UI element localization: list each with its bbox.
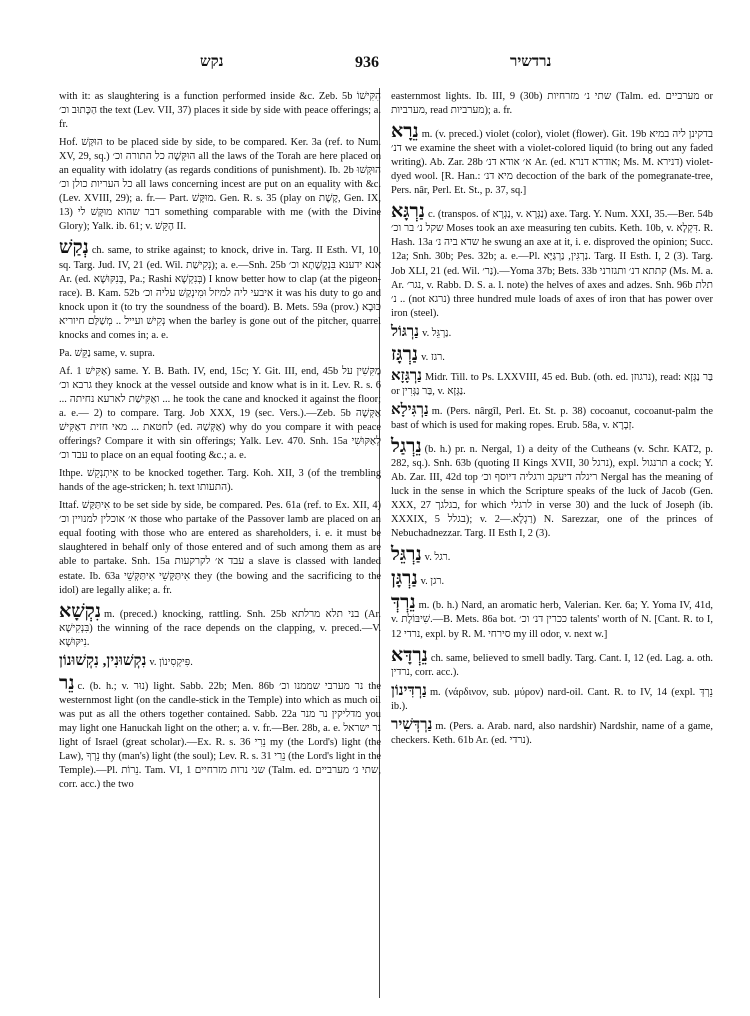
entry-body: c. (transpos. of נַגְרָא, v. נַגְּרָא) axe. Targ. Y. Num. XXI, 35.—Ber. 54b שקל נ׳ בר וכ׳ Moses took an axe measuring ten cubits. Keth. 10b, v. דִּקְלָא. R. Hash. 13a שדא ביה נ׳ he swung an axe at it, i. e. disproved the opinion; Succ. 12a; Snh. 30b; Pes. 32b; a. e.—Pl. נַרְגִּין, נַרְגַּיָּא. Targ. II Esth. I, 2 (3). Targ. Job XLI, 21 (ed. Wil. נַר׳).—Yoma 37b; Bets. 33b קתתא דנ׳ ותגזרני (Ms. M. a. Ar. נגר׳, v. Rabb. D. S. a. l. note) the helves of axes and adzes. Snh. 96b תלת .. נ׳ (not נרגא) three hundred mule loads of axes of iron that has power over iron (steel).	[391, 209, 714, 319]
dictionary-entry	[391, 437, 713, 541]
dictionary-entry	[59, 136, 381, 234]
entry-body: c. (b. h.; v. נוּר) light. Sabb. 22b; Men. 86b נר מערבי שממנו וכ׳ the westernmost light (on the candle-stick in the Temple) into which as much oil was put as all the others together contained. Sabb. 22a מדליקין נר מנר you may light one Hanuckah light on the other; a. v. fr.—Ber. 28b, a. e. נר ישראל light of Israel (great scholar).—Ex. R. s. 36 נֵרִי my (the Lord's) light (the Law), נֵרְךָ thy (man's) light (the soul); Lev. R. s. 31 נֵרִי (the Lord's light in the Temple).—Pl. נֵרוֹת. Tam. VI, 1 שני נרות מזרחיים (Talm. ed. שתי נ׳ מערביים, corr. acc.) the two	[59, 680, 381, 791]
page-number: 936	[355, 54, 379, 71]
dictionary-entry	[391, 369, 713, 399]
entry-body: m. (νάρδινον, sub. μύρον) nard-oil. Cant. R. to IV, 14 (expl. נֵרְדְּ ib.).	[391, 686, 713, 712]
entry-headword: נִקְשָׁא	[59, 600, 101, 622]
entry-headword: נִקְשׁוּנִין, נִקְשׁוּנוֹן	[59, 652, 147, 669]
entry-body: ch. same, believed to smell badly. Targ. Cant. I, 12 (ed. Lag. a. oth. נרדין, corr. acc.).	[391, 652, 713, 678]
entry-headword: נַרְגִּילָא	[391, 401, 429, 418]
dictionary-entry	[391, 593, 713, 641]
entry-headword: נַרְגָּא	[391, 201, 425, 223]
entry-body: with it: as slaughtering is a function performed inside &c. Zeb. 5b הִקִּישׁוֹ הַכָּתוּב וכ׳ the text (Lev. VII, 37) places it side by side with peace offerings; a. fr.	[59, 91, 382, 131]
entry-headword: נַרְגּוֹל	[391, 323, 420, 340]
entry-headword: נֵר	[59, 672, 75, 694]
header-right-catchword: נרדשיר	[510, 54, 552, 70]
dictionary-entry	[59, 654, 381, 670]
entry-headword: נֵרְגַל	[391, 435, 422, 457]
entry-headword: נַרְגָּז	[391, 343, 419, 365]
entry-headword: נַרְדִּינוֹן	[391, 682, 427, 699]
dictionary-entry	[59, 674, 381, 792]
dictionary-entry	[59, 467, 381, 495]
dictionary-entry	[59, 347, 381, 361]
entry-headword: נַרְגָּן	[391, 568, 418, 590]
dictionary-entry	[391, 569, 713, 589]
dictionary-entry	[59, 90, 381, 132]
right-column	[391, 90, 713, 752]
entry-headword: נַרְדְּשִׁיר	[391, 716, 433, 733]
dictionary-entry	[391, 90, 713, 118]
dictionary-entry	[59, 365, 381, 463]
entry-body: m. (v. preced.) violet (color), violet (flower). Git. 19b בדקינן ליה במיא דנ׳ we examine the sheet with a violet-colored liquid (to bring out any faded writing). Ab. Zar. 28b א׳ אודא דנ׳ Ar. (ed. אודרא דנרא; Ms. M. דנירא) violet-dyed wool. [R. Han.: מיא דנ׳ decoction of the bark of the pomegranate-tree, Pers. nâr, Perl. Et. St., p. 37, sq.]	[391, 129, 714, 197]
entry-body: m. (Pers. a. Arab. nard, also nardshir) Nardshir, name of a game, checkers. Keth. 61b Ar. (ed. נרדי).	[391, 720, 713, 746]
dictionary-entry	[59, 499, 381, 597]
entry-headword: נַרְגֵּל	[391, 544, 422, 566]
entry-headword: נֵרְדָּא	[391, 644, 428, 666]
dictionary-entry	[391, 684, 713, 714]
header-left-catchword: נקש	[200, 54, 224, 70]
entry-body: v. פִּיקְסִינוֹן.	[149, 656, 193, 668]
entry-body: (b. h.) pr. n. Nergal, 1) a deity of the Cutheans (v. Schr. KAT2, p. 282, sq.). Snh. 63b (quoting II Kings XVII, 30 נרגל), expl. תרנגול a cock; Y. Ab. Zar. III, 42d top ריגלה דיעקב ורגליה דיוסף וכ׳ Nergal has the meaning of luck in the sense in which the Scripture speaks of the luck of Jacob (Gen. XXX, 27 בגלגך, for which לרגלי in verse 30) and the luck of Joseph (ib. XXXIX, 5 בגלל); v. רַגְלָא.—2) N. Sarezzar, one of the princes of Nebuchadnezzar. Targ. II Esth I, 2 (3).	[391, 443, 714, 540]
dictionary-entry	[391, 325, 713, 341]
dictionary-entry	[391, 202, 713, 320]
dictionary-entry	[391, 345, 713, 365]
entry-body: easternmost lights. Ib. III, 9 (30b) שתי נ׳ מזרחיות (Talm. ed. מערביים or מערביות, read מערביות); a. fr.	[391, 91, 713, 117]
entry-headword: נֵרְדְּ	[391, 592, 416, 614]
dictionary-entry	[391, 718, 713, 748]
entry-body: m. (Pers. nârgîl, Perl. Et. St. p. 38) cocoanut, cocoanut-palm the bast of which is used for making ropes. Erub. 58a, v. זְבָרָא.	[391, 405, 713, 431]
dictionary-entry	[391, 646, 713, 680]
dictionary-entry	[391, 122, 713, 198]
dictionary-entry	[59, 602, 381, 650]
entry-headword: נַרְגָּזָא	[391, 367, 423, 384]
entry-body: m. (preced.) knocking, rattling. Snh. 25b בני תלא מרלתא (Ar. בִּנְקִישָׁא) the winning of the race depends on the clapping, v. preced.—V. נִיקּוּשָׁא.	[59, 608, 382, 648]
entry-body: Ittaf. אִיתַּקַּשׁ to be set side by side, be compared. Pes. 61a (ref. to Ex. XII, 4) א׳ אוכלין למנויין וכ׳ those who partake of the Passover lamb are placed on an equal footing with those who are entered as shareholders, i. e. it must be slaughtered in behalf only of those entered and of such among them as are able to partake. Snh. 15a עבד א׳ לקרקעות a slave is classed with landed estate. Ib. 63a אִיתַּקְּשֵׁי אִיתַּקְּשֵׁי they (the bowing and the sacrificing to the idol) are legally alike; a. fr.	[59, 500, 381, 596]
dictionary-entry	[391, 545, 713, 565]
left-column	[59, 90, 381, 796]
entry-body: Af. אַקִּישׁ 1) same. Y. B. Bath. IV, end, 15c; Y. Git. III, end, 45b מַקִּשִׁין על גרבא וכ׳ they knock at the vessel outside and know what is in it. Lev. R. s. 6 ... ואַקִּישַׁת לארעא נחיתה ... he took the cane and knocked it against the floor; a. e.— 2) to compare. Targ. Job XXX, 19 (sec. Vers.).—Zeb. 5b אַקְּשָׁה לחטאת ... מאי חזית דאַקִּישׁ (ed. אַקְּשַׁהּ) why do you compare it with peace offerings? Compare it with sin offerings; Yalk. Lev. 470. Snh. 15a לְאַקּוּשִׁי עבד וכ׳ to place on an equal footing &c.; a. e.	[59, 365, 382, 462]
entry-body: v. נַרְגֵּל.	[422, 327, 452, 339]
entry-body: m. (b. h.) Nard, an aromatic herb, Valerian. Ker. 6a; Y. Yoma IV, 41d, v. שִׁיבּוֹלֶת.—B. Mets. 86a bot. ככרין דנ׳ וכ׳ talents' worth of N. [Cant. R. to I, 12 נרדי, expl. by R. M. סירחי my ill odor, v. next w.]	[391, 600, 713, 640]
entry-body: Pa. נַקֵּשׁ same, v. supra.	[59, 347, 155, 359]
dictionary-entry	[59, 238, 381, 342]
dictionary-entry	[391, 403, 713, 433]
entry-body: v. רגל.	[424, 552, 451, 564]
entry-body: v. רגז.	[421, 351, 445, 363]
entry-body: Ithpe. אִיתְנְקֵשׁ to be knocked together. Targ. Koh. XII, 3 (of the trembling hands of the age-stricken; h. text התעותו).	[59, 468, 382, 494]
entry-body: Hof. הוּקַּשׁ to be placed side by side, to be compared. Ker. 3a (ref. to Num. XV, 29, sq.) הוּקְּשָׁה כל התורה וכ׳ all the laws of the Torah are here placed on an equality with idolatry (as regards conditions of punishment). Ib. 2b הוּקְּשׁוּ כל העריות כולן וכ׳ all laws concerning incest are put on an equality with &c. (Lev. XVIII, 29); a. fr.— Part. מוּקָּשׁ. Gen. R. s. 35 (play on קֶשֶׁת, Gen. IX, 13) דבר שהוא מוּקָּשׁ לי something comparable with me (with the Divine Glory); Yalk. ib. 61; v. הֶקֵּשׁ II.	[59, 137, 382, 233]
entry-body: ch. same, to strike against; to knock, drive in. Targ. II Esth. VI, 10, sq. Targ. Jud. IV, 21 (ed. Wil. נְקִישַׁת); a. e.—Snh. 25b אנא ידענא בִּנְקָשָׁתָא וכ׳ Ar. (ed. בְּנִקּוּשָׁא, Pa.; Rashi בְּנִקְשָׁא) I know better how to clap (at the pigeon-race). B. Kam. 52b איבעי ליה למיזל וּמִינְקַשׁ עליה וכ׳ it was his duty to go and knock upon it (to try the soundness of the board). B. Mets. 59a (prov.) כּוּבָא נְקִישׁ ועייל .. מְשַׁלַּם חיוריא when the barley is gone out of the pitcher, quarrel knocks and comes in; a. e.	[59, 245, 382, 341]
entry-body: Midr. Till. to Ps. LXXVIII, 45 ed. Bub. (oth. ed. נרגוזן), read: בַּר נַגְּזָא or בַּר נַגְּרִין, v. נַגְּזָא.	[391, 371, 713, 397]
entry-body: v. רגן.	[420, 576, 445, 588]
entry-headword: נֵרָא	[391, 121, 419, 143]
entry-headword: נְקַשׁ	[59, 237, 89, 259]
